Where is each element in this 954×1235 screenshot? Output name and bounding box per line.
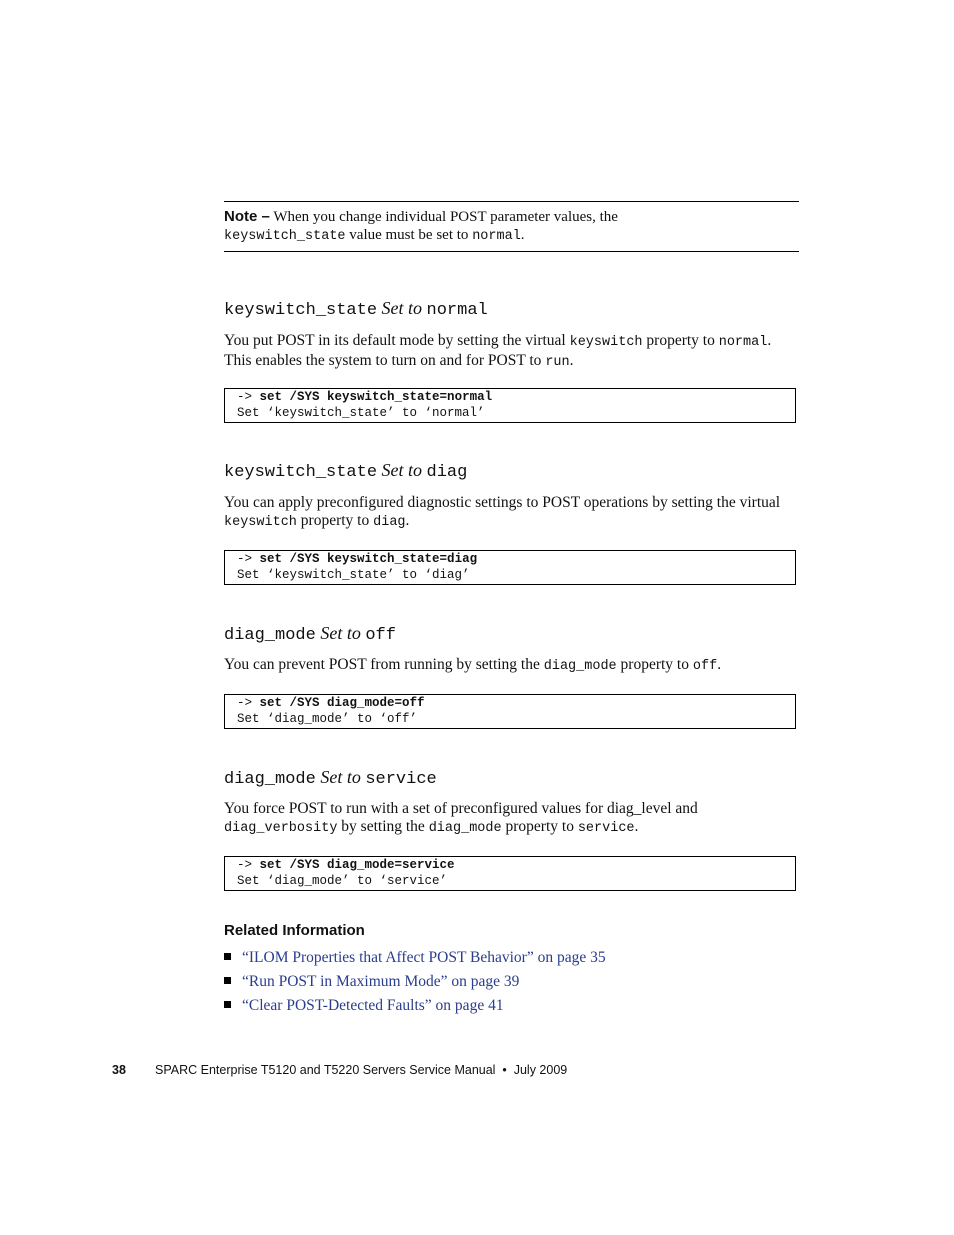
related-link-ilom-properties[interactable]: “ILOM Properties that Affect POST Behavior” on page 35 [242,949,606,966]
heading-code: diag_mode [224,770,316,789]
section-body [224,332,799,372]
body-text: . [569,352,574,369]
inline-code: normal [718,335,768,350]
heading-italic: Set to [377,298,427,318]
inline-code: service [577,821,635,836]
code-command-line [237,551,477,567]
section-diagmode-off [224,622,396,647]
code-command: set /SYS diag_mode=service [259,858,455,872]
code-command-line [237,695,425,711]
section-heading [224,766,437,791]
body-paragraph [224,656,799,676]
code-command: set /SYS diag_mode=off [259,696,425,710]
body-text: property to [616,656,693,673]
code-block [224,694,796,729]
body-text: property to [296,512,374,529]
body-text: . This enables the system to turn on and for POST to [224,332,772,369]
inline-code: diag_mode [428,821,502,836]
body-paragraph [224,800,799,838]
body-text: . [634,818,639,835]
inline-code: diag_verbosity [224,821,338,836]
heading-italic: Set to [315,623,366,643]
code-block [224,388,796,423]
code-block [224,856,796,891]
body-text: property to [642,332,719,349]
code-command-line [237,857,455,873]
heading-value: normal [426,301,488,320]
note-box [224,201,799,252]
section-body [224,494,799,532]
code-command-line [237,389,492,405]
code-command: set /SYS keyswitch_state=diag [259,552,478,566]
heading-value: diag [426,463,468,482]
section-diagmode-service [224,766,437,791]
list-item [224,973,519,991]
heading-value: off [365,626,396,645]
note-text-3: . [520,227,525,243]
inline-code: keyswitch [224,515,297,530]
bullet-square-icon [224,953,231,960]
inline-code: diag_mode [543,659,617,674]
code-output-line: Set ‘keyswitch_state’ to ‘normal’ [237,406,485,420]
section-heading [224,297,488,322]
body-text: . [405,512,410,529]
page-number: 38 [112,1063,126,1077]
code-output-line: Set ‘diag_mode’ to ‘service’ [237,874,448,888]
inline-code: keyswitch [569,335,643,350]
code-output-line: Set ‘keyswitch_state’ to ‘diag’ [237,568,470,582]
body-paragraph [224,494,799,532]
code-block [224,550,796,585]
body-text: You put POST in its default mode by setting the virtual [224,332,570,349]
heading-code: keyswitch_state [224,463,378,482]
code-prompt: -> [237,696,253,710]
heading-code: diag_mode [224,626,316,645]
note-text-1: When you change individual POST parameter values, the [269,209,618,225]
body-text: You can apply preconfigured diagnostic settings to POST operations by setting the virtual [224,494,781,511]
heading-code: keyswitch_state [224,301,378,320]
body-text: You can prevent POST from running by setting the [224,656,544,673]
body-text: by setting the [337,818,429,835]
bullet-square-icon [224,1001,231,1008]
body-text: . [717,656,722,673]
note-text [224,208,618,246]
code-command: set /SYS keyswitch_state=normal [259,390,493,404]
footer-text: SPARC Enterprise T5120 and T5220 Servers Service Manual • July 2009 [155,1063,568,1077]
note-text-2: value must be set to [345,227,473,243]
code-prompt: -> [237,390,253,404]
related-link-run-post-max[interactable]: “Run POST in Maximum Mode” on page 39 [242,973,520,990]
inline-code: run [545,355,570,370]
section-keyswitch-normal [224,297,488,322]
inline-code: diag [373,515,406,530]
body-text: property to [501,818,578,835]
section-body [224,656,799,676]
code-prompt: -> [237,552,253,566]
section-keyswitch-diag [224,459,467,484]
section-body [224,800,799,838]
section-heading [224,459,467,484]
body-paragraph [224,332,799,372]
code-prompt: -> [237,858,253,872]
note-code-2: normal [472,229,521,244]
note-code-1: keyswitch_state [224,229,346,244]
list-item [224,997,504,1015]
bullet-square-icon [224,977,231,984]
related-link-clear-faults[interactable]: “Clear POST-Detected Faults” on page 41 [242,997,504,1014]
list-item [224,949,606,967]
code-output-line: Set ‘diag_mode’ to ‘off’ [237,712,418,726]
heading-italic: Set to [377,460,427,480]
heading-italic: Set to [315,767,366,787]
body-text: You force POST to run with a set of preconfigured values for diag_level and [224,800,698,817]
heading-value: service [365,770,437,789]
inline-code: off [692,659,718,674]
note-label: Note – [224,208,270,225]
section-heading [224,622,396,647]
related-information-heading: Related Information [224,922,365,939]
